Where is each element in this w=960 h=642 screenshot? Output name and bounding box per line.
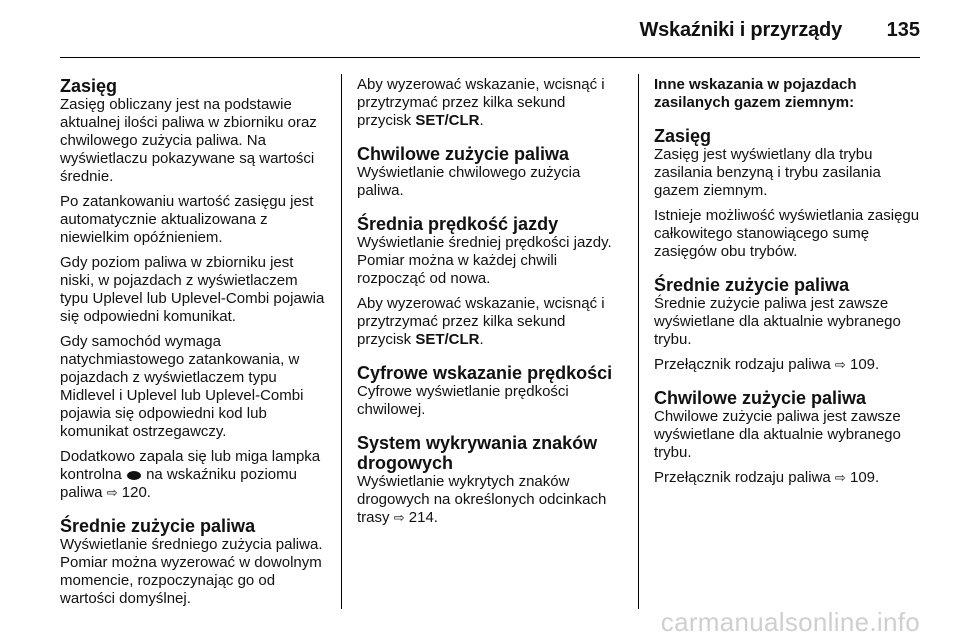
page-number: 135 bbox=[886, 19, 920, 41]
section-chwilowe-zuzycie-gaz bbox=[654, 388, 920, 487]
page-header bbox=[0, 0, 960, 58]
paragraph-text: Dodatkowo zapala się lub miga lampka kontrolna bbox=[60, 448, 321, 483]
paragraph: Gdy poziom paliwa w zbiorniku jest niski, w pojazdach z wyświetlaczem typu Uplevel lub Uplevel-Combi pojawia się odpowiedni komunikat. bbox=[60, 254, 325, 325]
section-heading: Zasięg bbox=[654, 126, 712, 146]
section-chwilowe-zuzycie bbox=[357, 144, 623, 200]
section-heading: Zasięg bbox=[60, 76, 118, 96]
paragraph: Zasięg jest wyświetlany dla trybu zasilania benzyną i trybu zasilania gazem ziemnym. bbox=[654, 146, 881, 199]
paragraph bbox=[357, 473, 623, 527]
page-ref-arrow-icon: ⇨ bbox=[106, 485, 118, 500]
punctuation: . bbox=[479, 112, 484, 129]
paragraph bbox=[357, 295, 623, 349]
column-2 bbox=[357, 76, 623, 534]
subsection-heading: Inne wskazania w pojazdach zasilanych gazem ziemnym: bbox=[654, 76, 857, 111]
section-gaz-ziemny bbox=[654, 76, 920, 112]
paragraph: Zasięg obliczany jest na podstawie aktualnej ilości paliwa w zbiorniku oraz chwilowego zużycia paliwa. Na wyświetlaczu pokazywane są wartości średnie. bbox=[60, 96, 317, 185]
paragraph: Po zatankowaniu wartość zasięgu jest automatycznie aktualizowana z niewielkim opóźnieniem. bbox=[60, 193, 314, 246]
column-divider bbox=[341, 74, 342, 609]
section-heading: Średnie zużycie paliwa bbox=[654, 275, 850, 295]
page-reference[interactable]: 120. bbox=[121, 484, 151, 501]
header-divider bbox=[60, 57, 920, 58]
paragraph: Wyświetlanie średniego zużycia paliwa. Pomiar można wyzerować w dowolnym momencie, rozpoczynając go od wartości domyślnej. bbox=[60, 536, 323, 607]
section-reset bbox=[357, 76, 623, 130]
paragraph: Gdy samochód wymaga natychmiastowego zatankowania, w pojazdach z wyświetlaczem typu Midlevel i Uplevel lub Uplevel-Combi pojawia się odpowiedni kod lub komunikat ostrzegawczy. bbox=[60, 333, 304, 440]
button-key-label: SET/CLR bbox=[415, 112, 480, 129]
paragraph-text: Aby wyzerować wskazanie, wcisnąć i przytrzymać przez kilka sekund przycisk bbox=[357, 76, 605, 129]
section-znaki-drogowe bbox=[357, 433, 623, 527]
paragraph bbox=[60, 448, 326, 502]
paragraph bbox=[357, 76, 623, 130]
paragraph-text: na wskaźniku poziomu paliwa bbox=[60, 466, 297, 501]
paragraph-text: Przełącznik rodzaju paliwa bbox=[654, 469, 831, 486]
section-srednia-predkosc bbox=[357, 214, 623, 349]
paragraph-text: Przełącznik rodzaju paliwa bbox=[654, 356, 831, 373]
paragraph-text: Aby wyzerować wskazanie, wcisnąć i przytrzymać przez kilka sekund przycisk bbox=[357, 295, 605, 348]
section-heading: System wykrywania znaków drogowych bbox=[357, 433, 598, 473]
section-zasieg bbox=[60, 76, 326, 502]
paragraph: Średnie zużycie paliwa jest zawsze wyświetlane dla aktualnie wybranego trybu. bbox=[654, 295, 901, 348]
paragraph bbox=[654, 469, 920, 487]
section-srednie-zuzycie-gaz bbox=[654, 275, 920, 374]
page-reference[interactable]: 109. bbox=[850, 469, 880, 486]
page-title: Wskaźniki i przyrządy bbox=[639, 19, 842, 41]
fuel-warning-lamp-icon bbox=[127, 471, 141, 480]
button-key-label: SET/CLR bbox=[415, 331, 480, 348]
section-heading: Średnia prędkość jazdy bbox=[357, 214, 559, 234]
section-heading: Chwilowe zużycie paliwa bbox=[357, 144, 570, 164]
page-ref-arrow-icon: ⇨ bbox=[834, 357, 846, 372]
column-1 bbox=[60, 76, 326, 615]
column-divider bbox=[638, 74, 639, 609]
section-heading: Średnie zużycie paliwa bbox=[60, 516, 256, 536]
page-ref-arrow-icon: ⇨ bbox=[393, 510, 405, 525]
section-zasieg-gaz bbox=[654, 126, 920, 261]
punctuation: . bbox=[479, 331, 484, 348]
section-srednie-zuzycie bbox=[60, 516, 326, 608]
section-heading: Chwilowe zużycie paliwa bbox=[654, 388, 867, 408]
page-ref-arrow-icon: ⇨ bbox=[834, 470, 846, 485]
paragraph: Wyświetlanie średniej prędkości jazdy. Pomiar można w każdej chwili rozpocząć od nowa. bbox=[357, 234, 612, 287]
paragraph: Istnieje możliwość wyświetlania zasięgu całkowitego stanowiącego sumę zasięgów obu trybów. bbox=[654, 207, 920, 260]
paragraph: Cyfrowe wyświetlanie prędkości chwilowej. bbox=[357, 383, 569, 418]
paragraph: Chwilowe zużycie paliwa jest zawsze wyświetlane dla aktualnie wybranego trybu. bbox=[654, 408, 901, 461]
paragraph: Wyświetlanie chwilowego zużycia paliwa. bbox=[357, 164, 581, 199]
column-3 bbox=[654, 76, 920, 494]
section-cyfrowe-wskazanie bbox=[357, 363, 623, 419]
page-reference[interactable]: 214. bbox=[408, 509, 438, 526]
page-reference[interactable]: 109. bbox=[850, 356, 880, 373]
paragraph-text: Wyświetlanie wykrytych znaków drogowych na określonych odcinkach trasy bbox=[357, 473, 607, 526]
watermark: carmanualsonline.info bbox=[660, 607, 920, 637]
paragraph bbox=[654, 356, 920, 374]
section-heading: Cyfrowe wskazanie prędkości bbox=[357, 363, 613, 383]
